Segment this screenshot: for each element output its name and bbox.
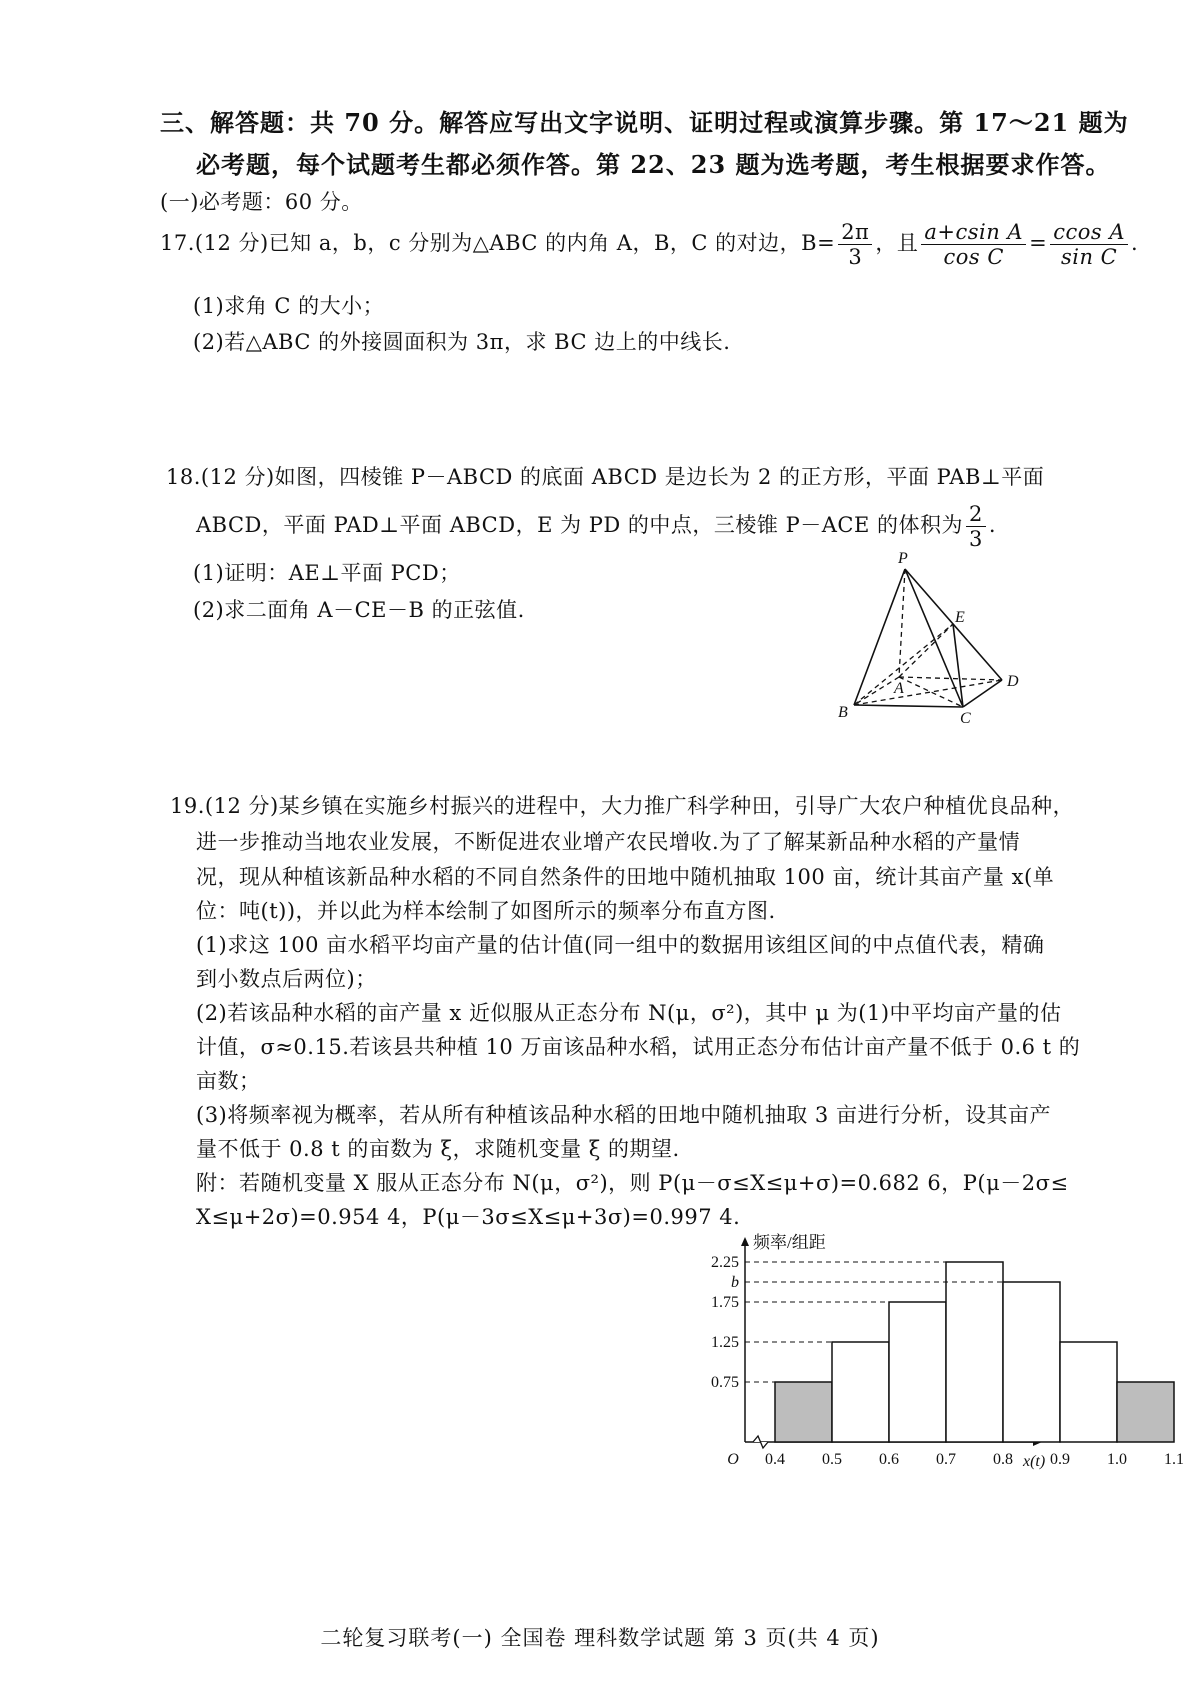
q19-part2-line3: 亩数； bbox=[196, 1069, 261, 1093]
pyramid-figure bbox=[820, 545, 1040, 730]
x-tick-label: 1.0 bbox=[1107, 1451, 1127, 1468]
frequency-histogram bbox=[690, 1230, 1184, 1470]
edge-CD bbox=[963, 680, 1002, 707]
q17-end: . bbox=[1131, 231, 1139, 256]
edge-PA bbox=[899, 569, 905, 677]
x-axis-label: x(t) bbox=[1023, 1453, 1046, 1470]
y-tick-label: 2.25 bbox=[711, 1254, 739, 1271]
y-tick-label: 1.25 bbox=[711, 1334, 739, 1351]
histogram-bar bbox=[1060, 1342, 1117, 1442]
q17-lhs-fraction bbox=[921, 220, 1026, 269]
fraction-numerator: a+csin A bbox=[921, 220, 1026, 245]
histogram-bar bbox=[1003, 1282, 1060, 1442]
q18-line2-end: . bbox=[988, 513, 997, 538]
axis-break-mark bbox=[753, 1436, 768, 1448]
y-tick-label: 1.75 bbox=[711, 1294, 739, 1311]
histogram-bar bbox=[832, 1342, 889, 1442]
x-tick-label: 0.4 bbox=[765, 1451, 785, 1468]
q18-part1: (1)证明：AE⊥平面 PCD； bbox=[193, 561, 461, 585]
segment-BD bbox=[854, 680, 1002, 705]
fraction-denominator: 3 bbox=[968, 527, 983, 552]
q18-line2-text: ABCD，平面 PAD⊥平面 ABCD，E 为 PD 的中点，三棱锥 P－ACE 的体积为 bbox=[196, 513, 963, 538]
fraction-numerator: ccos A bbox=[1050, 220, 1128, 245]
x-tick-label: 0.9 bbox=[1050, 1451, 1070, 1468]
fraction-numerator: 2π bbox=[838, 220, 872, 245]
vertex-label-D: D bbox=[1007, 673, 1019, 690]
q19-note-line2: X≤μ+2σ)=0.954 4，P(μ－3σ≤X≤μ+3σ)=0.997 4. bbox=[196, 1205, 741, 1229]
y-tick-label: b bbox=[731, 1274, 739, 1291]
vertex-label-A: A bbox=[894, 680, 904, 697]
vertex-label-B: B bbox=[838, 704, 848, 721]
q19-part1-line2: 到小数点后两位)； bbox=[196, 967, 377, 991]
q17-part1: (1)求角 C 的大小； bbox=[193, 294, 385, 318]
q18-line1: 18.(12 分)如图，四棱锥 P－ABCD 的底面 ABCD 是边长为 2 的正方形，平面 PAB⊥平面 bbox=[166, 465, 1045, 489]
q19-part2-line1: (2)若该品种水稻的亩产量 x 近似服从正态分布 N(μ，σ²)，其中 μ 为(1)中平均亩产量的估 bbox=[196, 1001, 1062, 1025]
segment-AE bbox=[899, 624, 953, 677]
y-axis-arrow-icon bbox=[741, 1237, 749, 1246]
x-tick-label: 0.6 bbox=[879, 1451, 899, 1468]
q17-angle-b-fraction bbox=[838, 220, 872, 269]
q17-stem-text: 17.(12 分)已知 a，b，c 分别为△ABC 的内角 A，B，C 的对边，B= bbox=[160, 231, 836, 256]
x-tick-label: 0.7 bbox=[936, 1451, 956, 1468]
q19-line2: 进一步推动当地农业发展，不断促进农业增产农民增收.为了了解某新品种水稻的产量情 bbox=[196, 830, 1021, 854]
q19-part3-line1: (3)将频率视为概率，若从所有种植该品种水稻的田地中随机抽取 3 亩进行分析，设其亩产 bbox=[196, 1103, 1051, 1127]
x-tick-label: 0.5 bbox=[822, 1451, 842, 1468]
q19-line1: 19.(12 分)某乡镇在实施乡村振兴的进程中，大力推广科学种田，引导广大农户种植优良品种， bbox=[170, 794, 1075, 818]
q19-note-line1: 附：若随机变量 X 服从正态分布 N(μ，σ²)，则 P(μ－σ≤X≤μ+σ)=0.682 6，P(μ－2σ≤ bbox=[196, 1171, 1069, 1195]
q19-line4: 位：吨(t))，并以此为样本绘制了如图所示的频率分布直方图. bbox=[196, 899, 776, 923]
section-heading-line1: 三、解答题：共 70 分。解答应写出文字说明、证明过程或演算步骤。第 17～21 题为 bbox=[160, 108, 1129, 137]
segment-AC bbox=[899, 677, 963, 707]
section-heading-line2: 必考题，每个试题考生都必须作答。第 22、23 题为选考题，考生根据要求作答。 bbox=[196, 150, 1111, 179]
histogram-bar bbox=[775, 1382, 832, 1442]
fraction-denominator: 3 bbox=[848, 245, 863, 270]
x-tick-label: 0.8 bbox=[993, 1451, 1013, 1468]
vertex-label-P: P bbox=[898, 550, 908, 567]
q17-part2: (2)若△ABC 的外接圆面积为 3π，求 BC 边上的中线长. bbox=[193, 330, 731, 354]
required-subheading: (一)必考题：60 分。 bbox=[160, 190, 363, 214]
q17-rhs-fraction bbox=[1050, 220, 1128, 269]
q19-part2-line2: 计值，σ≈0.15.若该县共种植 10 万亩该品种水稻，试用正态分布估计亩产量不低于 0.6 t 的 bbox=[196, 1035, 1081, 1059]
equals-sign: = bbox=[1029, 231, 1048, 256]
histogram-bar bbox=[1117, 1382, 1174, 1442]
q19-part3-line2: 量不低于 0.8 t 的亩数为 ξ，求随机变量 ξ 的期望. bbox=[196, 1137, 680, 1161]
histogram-bar bbox=[946, 1262, 1003, 1442]
q17-stem bbox=[160, 220, 1138, 269]
edge-BC bbox=[854, 705, 963, 707]
x-tick-label: 1.1 bbox=[1164, 1451, 1184, 1468]
origin-label: O bbox=[727, 1451, 739, 1468]
histogram-bar bbox=[889, 1302, 946, 1442]
y-axis-label: 频率/组距 bbox=[753, 1233, 826, 1252]
q18-part2: (2)求二面角 A－CE－B 的正弦值. bbox=[193, 598, 525, 622]
q19-line3: 况，现从种植该新品种水稻的不同自然条件的田地中随机抽取 100 亩，统计其亩产量 x(单 bbox=[196, 865, 1055, 889]
vertex-label-C: C bbox=[960, 710, 971, 727]
q17-cond-prefix: ，且 bbox=[875, 231, 919, 256]
q18-line2 bbox=[196, 502, 996, 551]
fraction-denominator: sin C bbox=[1060, 245, 1118, 270]
fraction-numerator: 2 bbox=[966, 502, 986, 527]
q19-part1-line1: (1)求这 100 亩水稻平均亩产量的估计值(同一组中的数据用该组区间的中点值代表，精确 bbox=[196, 933, 1045, 957]
fraction-denominator: cos C bbox=[943, 245, 1004, 270]
q18-volume-fraction bbox=[966, 502, 986, 551]
page-footer: 二轮复习联考(一) 全国卷 理科数学试题 第 3 页(共 4 页) bbox=[320, 1626, 880, 1650]
y-tick-label: 0.75 bbox=[711, 1374, 739, 1391]
vertex-label-E: E bbox=[955, 609, 965, 626]
